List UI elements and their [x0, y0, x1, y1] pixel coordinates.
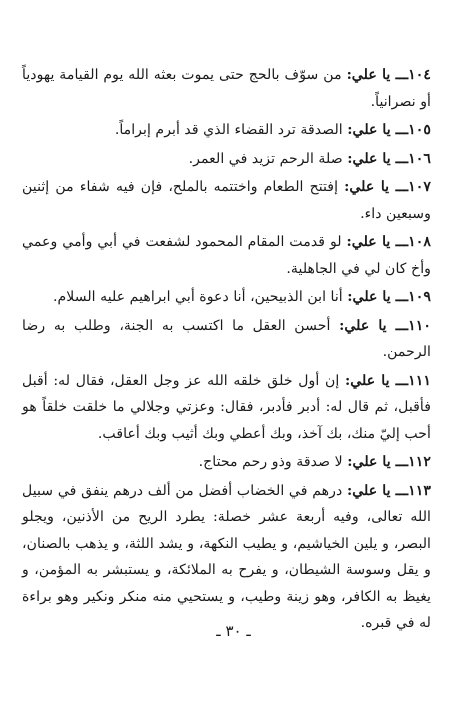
entry-number: ١١٣: [408, 482, 431, 499]
entry-number: ١٠٥: [408, 122, 431, 138]
entry-addressee: يا علي:: [345, 372, 390, 389]
entry-number: ١٠٩: [408, 289, 431, 305]
page-number: ـ ٣٠ ـ: [216, 622, 251, 640]
entry-text: أنا ابن الذبيحين، أنا دعوة أبي ابراهيم عليه السلام.: [52, 289, 343, 305]
entry-text: لا صدقة وذو رحم محتاج.: [198, 454, 343, 470]
entry-heading: ١٠٨ـــ يا علي:: [346, 234, 432, 250]
entry-106: [22, 146, 431, 173]
entry-heading: ١١١ـــ يا علي:: [345, 372, 431, 389]
entry-text: من سوّف بالحج حتى يموت بعثه الله يوم القيامة يهودياً أو نصرانياً.: [22, 67, 431, 110]
entry-addressee: يا علي:: [346, 482, 391, 499]
entry-number: ١٠٨: [408, 234, 432, 250]
entry-110: [22, 313, 431, 366]
entry-105: [22, 117, 431, 144]
entry-113: [22, 478, 431, 637]
entry-heading: ١١٢ـــ يا علي:: [347, 454, 431, 470]
entry-112: [22, 449, 431, 476]
entry-text: أحسن العقل ما اكتسب به الجنة، وطلب به رضا الرحمن.: [22, 317, 431, 360]
entry-text: صلة الرحم تزيد في العمر.: [188, 150, 343, 167]
entry-heading: ١١٠ـــ يا علي:: [339, 317, 431, 334]
entry-111: [22, 368, 431, 448]
entry-addressee: يا علي:: [347, 289, 391, 305]
entry-heading: ١٠٥ـــ يا علي:: [347, 122, 431, 138]
entry-107: [22, 174, 431, 227]
page-body: [22, 62, 431, 639]
entry-text: إن أول خلق خلقه الله عز وجل العقل، فقال له: أقبل فأقبل، ثم قال له: أدبر فأدبر، فقال: وعزتي وجلالي ما خلقت خلقاً هو أحب إليّ منك، بك آخذ، وبك أعطي وبك أثيب وبك أعاقب.: [22, 372, 431, 442]
entry-109: [22, 284, 431, 311]
entry-heading: ١٠٦ـــ يا علي:: [347, 150, 431, 167]
entry-number: ١١١: [408, 372, 431, 389]
entry-heading: ١٠٩ـــ يا علي:: [347, 289, 431, 305]
entry-number: ١١٠: [408, 317, 431, 334]
entry-104: [22, 62, 431, 115]
entry-addressee: يا علي:: [347, 122, 391, 138]
entry-addressee: يا علي:: [346, 67, 391, 83]
entry-text: الصدقة ترد القضاء الذي قد أبرم إبراماً.: [114, 122, 343, 138]
entry-text: لو قدمت المقام المحمود لشفعت في أبي وأمي وعمي وأخ كان لي في الجاهلية.: [22, 234, 431, 277]
entry-heading: ١١٣ـــ يا علي:: [346, 482, 431, 499]
entry-addressee: يا علي:: [347, 150, 391, 167]
entry-addressee: يا علي:: [344, 179, 390, 195]
entry-text: درهم في الخضاب أفضل من ألف درهم ينفق في سبيل الله تعالى، وفيه أربعة عشر خصلة: يطرد الريح من الأذنين، ويجلو البصر، و يلين الخياشيم، و يطيب النكهة، و يشد اللثة، و يذهب بالصنان، و يقل وسوسة الشيطان، و يفرح به الملائكة، و يستبشر به المؤمن، و يغيظ به الكافر، وهو زينة وطيب، و يستحيي منه منكر ونكير وهو براءة له في قبره.: [22, 482, 431, 631]
entry-108: [22, 229, 431, 282]
entry-number: ١٠٤: [408, 67, 431, 83]
entry-addressee: يا علي:: [347, 454, 391, 470]
entry-number: ١١٢: [408, 454, 431, 470]
entry-heading: ١٠٧ـــ يا علي:: [344, 179, 431, 195]
entry-heading: ١٠٤ـــ يا علي:: [346, 67, 431, 83]
entry-addressee: يا علي:: [346, 234, 391, 250]
entry-text: إفتتح الطعام واختتمه بالملح، فإن فيه شفاء من إثنين وسبعين داء.: [22, 179, 431, 222]
entry-number: ١٠٦: [408, 150, 431, 167]
entry-addressee: يا علي:: [339, 317, 387, 334]
entry-number: ١٠٧: [408, 179, 431, 195]
